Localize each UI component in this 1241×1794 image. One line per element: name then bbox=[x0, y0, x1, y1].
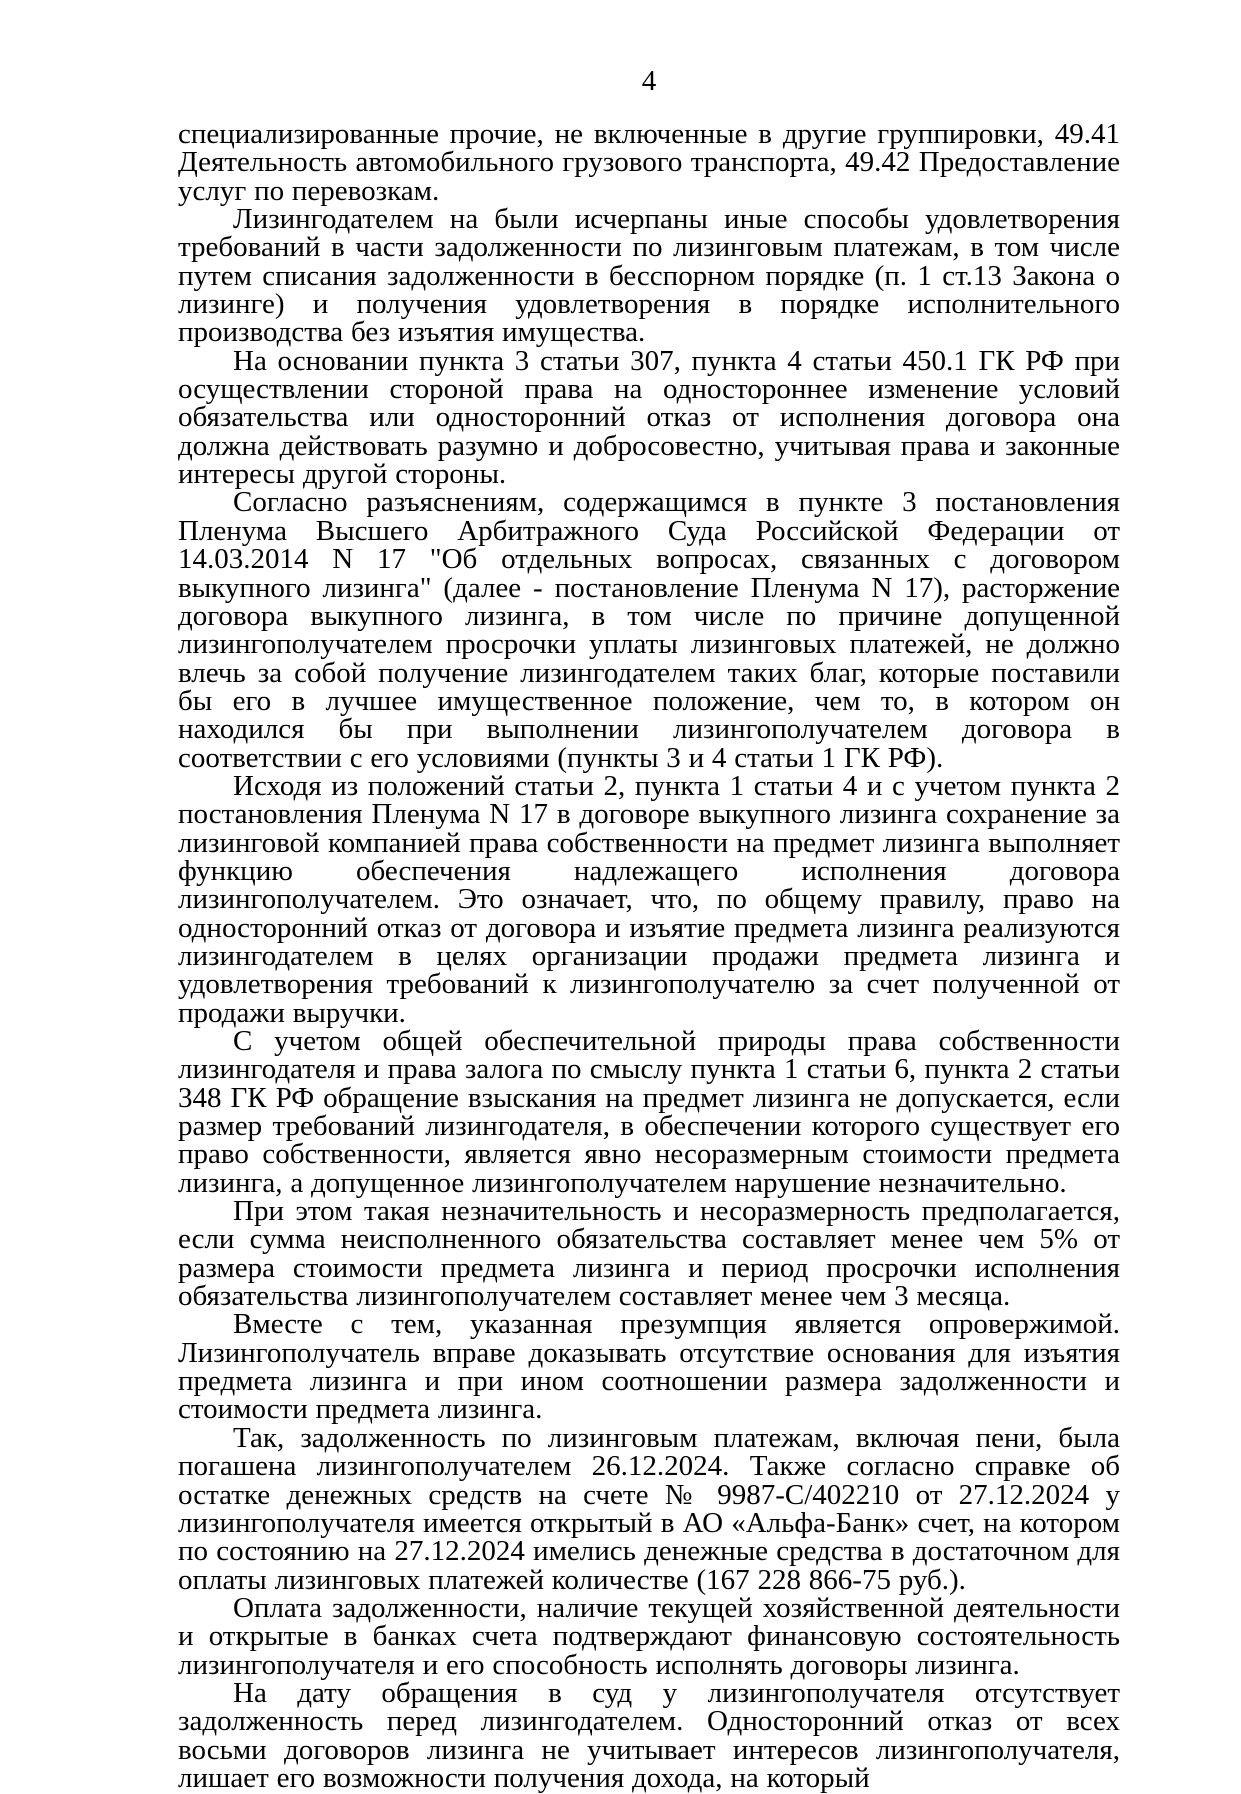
paragraph: Оплата задолженности, наличие текущей хозяйственной деятельности и открытые в банках счета подтверждают финансовую состоятельность лизингополучателя и его способность исполнять договоры лизинга. bbox=[178, 1591, 1120, 1681]
paragraph: Согласно разъяснениям, содержащимся в пункте 3 постановления Пленума Высшего Арбитражного Суда Российской Федерации от 14.03.2014 N 17 "Об отдельных вопросах, связанных с договором выкупного лизинга" (далее - постановление Пленума N 17), расторжение договора выкупного лизинга, в том числе по причине допущенной лизингополучателем просрочки уплаты лизинговых платежей, не должно влечь за собой получение лизингодателем таких благ, которые поставили бы его в лучшее имущественное положение, чем то, в котором он находился бы при выполнении лизингополучателем договора в соответствии с его условиями (пункты 3 и 4 статьи 1 ГК РФ). bbox=[178, 486, 1120, 774]
paragraph: Так, задолженность по лизинговым платежам, включая пени, была погашена лизингополучателем 26.12.2024. Также согласно справке об остатке денежных средств на счете № 9987-С/402210 от 27.12.2024 у лизингополучателя имеется открытый в АО «Альфа-Банк» счет, на котором по состоянию на 27.12.2024 имелись денежные средства в достаточном для оплаты лизинговых платежей количестве (167 228 866-75 руб.). bbox=[178, 1421, 1120, 1596]
paragraph: Вместе с тем, указанная презумпция является опровержимой. Лизингополучатель вправе доказывать отсутствие основания для изъятия предмета лизинга и при ином соотношении размера задолженности и стоимости предмета лизинга. bbox=[178, 1308, 1120, 1426]
paragraph: С учетом общей обеспечительной природы права собственности лизингодателя и права залога по смыслу пункта 1 статьи 6, пункта 2 статьи 348 ГК РФ обращение взыскания на предмет лизинга не допускается, если размер требований лизингодателя, в обеспечении которого существует его право собственности, является явно несоразмерным стоимости предмета лизинга, а допущенное лизингополучателем нарушение незначительно. bbox=[178, 1025, 1120, 1199]
paragraph: Исходя из положений статьи 2, пункта 1 статьи 4 и с учетом пункта 2 постановления Пленума N 17 в договоре выкупного лизинга сохранение за лизинговой компанией права собственности на предмет лизинга выполняет функцию обеспечения надлежащего исполнения договора лизингополучателем. Это означает, что, по общему правилу, право на односторонний отказ от договора и изъятие предмета лизинга реализуются лизингодателем в целях организации продажи предмета лизинга и удовлетворения требований к лизингополучателю за счет полученной от продажи выручки. bbox=[178, 769, 1120, 1029]
paragraph: Лизингодателем на были исчерпаны иные способы удовлетворения требований в части задолженности по лизинговым платежам, в том числе путем списания задолженности в бесспорном порядке (п. 1 ст.13 Закона о лизинге) и получения удовлетворения в порядке исполнительного производства без изъятия имущества. bbox=[178, 203, 1120, 349]
document-body bbox=[178, 120, 1120, 1792]
paragraph: специализированные прочие, не включенные в другие группировки, 49.41 Деятельность автомобильного грузового транспорта, 49.42 Предоставление услуг по перевозкам. bbox=[178, 118, 1120, 207]
paragraph: На дату обращения в суд у лизингополучателя отсутствует задолженность перед лизингодателем. Односторонний отказ от всех восьми договоров лизинга не учитывает интересов лизингополучателя, лишает его возможности получения дохода, на который bbox=[178, 1676, 1120, 1794]
page-number: 4 bbox=[641, 65, 657, 97]
paragraph: На основании пункта 3 статьи 307, пункта 4 статьи 450.1 ГК РФ при осуществлении стороной права на одностороннее изменение условий обязательства или односторонний отказ от исполнения договора она должна действовать разумно и добросовестно, учитывая права и законные интересы другой стороны. bbox=[178, 344, 1120, 491]
paragraph: При этом такая незначительность и несоразмерность предполагается, если сумма неисполненного обязательства составляет менее чем 5% от размера стоимости предмета лизинга и период просрочки исполнения обязательства лизингополучателем составляет менее чем 3 месяца. bbox=[178, 1195, 1120, 1313]
